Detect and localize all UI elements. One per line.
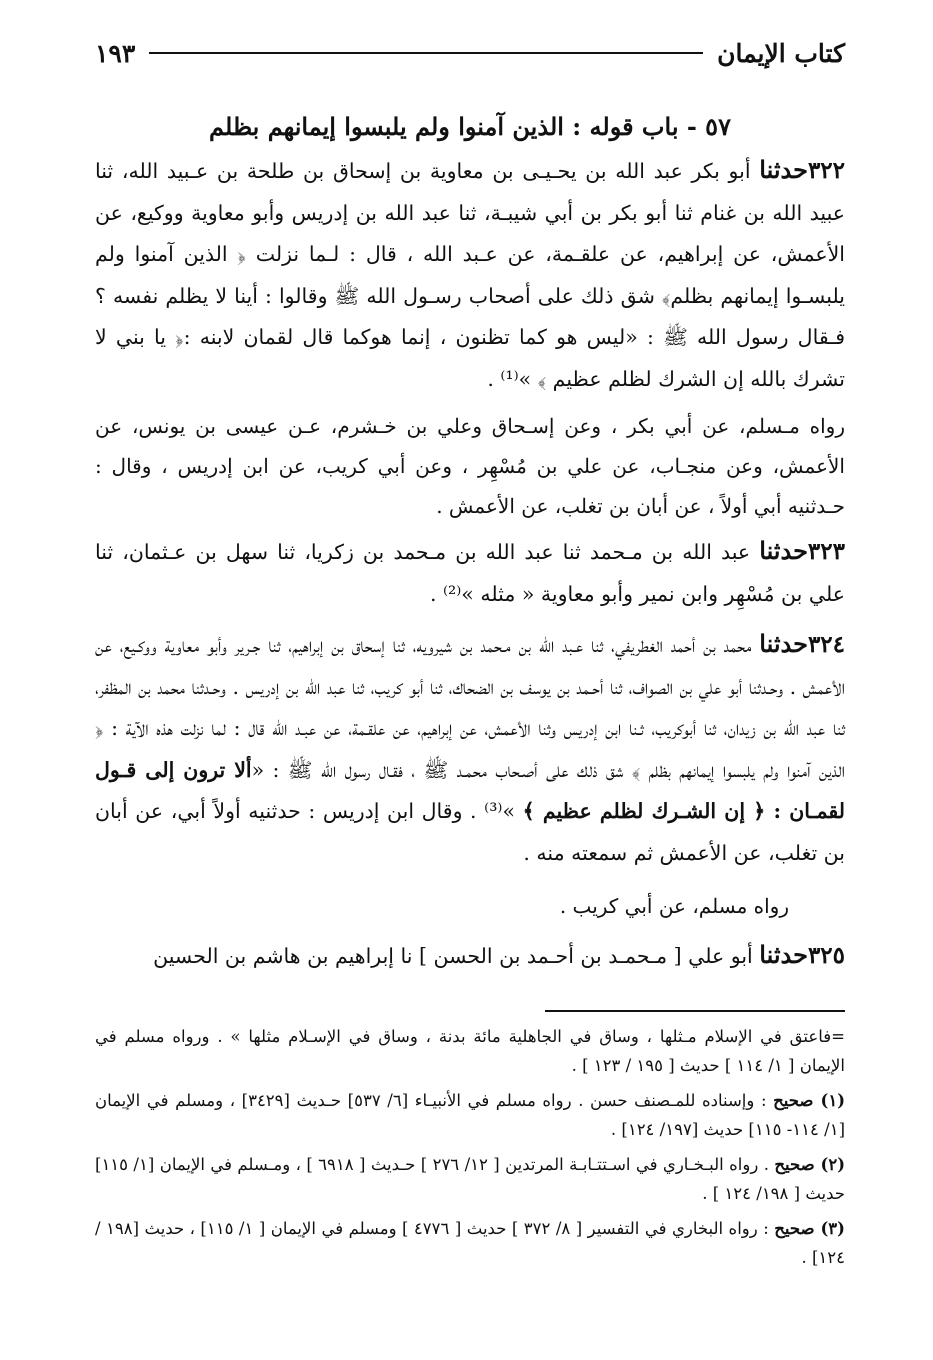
footnote-tag: (٣) صحيح [774,1218,845,1238]
footnote-text: . رواه البـخـاري في اسـتتـابـة المرتدين [ ١٢/ ٢٧٦ ] حـديث [ ٦٩١٨ ] ، ومـسلم في الإيمان [١/ ١١٥] حديث [ ١٩٨/ ١٢٤ ] . [95,1154,845,1203]
header-rule [149,52,703,54]
footnote-text: =فاعتق في الإسلام مـثلها ، وساق في الجاهلية مائة بدنة ، وساق في الإسـلام مثلها » . ورواه مسلم في الإيمان [ ١/ ١١٤ ] حديث [ ١٩٥ / ١٢٣ ] . [95,1026,845,1075]
hadith-text: محمد بن أحمد الغطريفي، ثنا عـبد الله بن مـحمد بن شيرويه، ثنا إسحاق بن إبراهيم، ثنا جـرير وأبو معاوية ووكـيع، عن الأعمش . وحـدثنا أبو علي بن الصواف، ثنا أحـمد بن يوسف بن الضحاك، ثنا أبو كريب، ثنا عبد الله بن إدريس . وحـدثنا محمد بن المظفر، ثنا عبد الله بن زيدان، ثنا أبوكريب، ثـنا ابن إدريس وثنا الأعمش، عن إبراهيم، عن علقـمة، عن عبـد الله قال : لما نزلت هذه الآية : ﴿ الذين آمنوا ولم يلبسوا إيمانهم بظلم ﴾ شق ذلك على أصـحاب محمـد ﷺ ، فقـال رسول الله ﷺ : « [95,633,845,782]
hadith-quote-bold: ألا ترون إلى قـول لقمـان : ﴿ إن الشـرك لظلم عظيم ﴾ [95,757,845,823]
hadith-number: ٣٢٥ [807,942,845,969]
footnote-2 [95,1150,845,1208]
hadith-text-end: »⁽³⁾ . وقال ابن إدريس : حدثنيه أولاً أبي، عن أبان بن تغلب، عن الأعمش ثم سمعته منه . [95,799,845,865]
hadith-text: أبو بكر عبد الله بن يحـيـى بن معاوية بن إسحاق بن طلحة بن عـبيد الله، ثنا عبيد الله بن غنام ثنا أبو بكر بن أبي شيبـة، ثنا عبد الله بن إدريس وأبو معاوية ووكيع، عن الأعمش، عن إبراهيم، عن علقـمة، عن عـبد الله ، قال : لـما نزلت ﴿ الذين آمنوا ولم يلبسـوا إيمانهم بظلم﴾ شق ذلك على أصحاب رسـول الله ﷺ وقالوا : أينا لا يظلم نفسه ؟ فـقال رسول الله ﷺ : «ليس هو كما تظنون ، إنما هوكما قال لقمان لابنه :﴿ يا بني لا تشرك بالله إن الشرك لظلم عظيم ﴾ »⁽¹⁾ . [95,159,845,391]
hadith-text: عبد الله بن مـحمد ثنا عبد الله بن مـحمد بن زكريا، ثنا سهل بن عـثمان، ثنا علي بن مُسْهِر وابن نمير وأبو معاوية « مثله »⁽²⁾ . [95,540,845,606]
hadith-number: ٣٢٢ [807,157,845,184]
footnote-text: : وإسناده للمـصنف حسن . رواه مسلم في الأنبيـاء [٦/ ٥٣٧] حـديث [٣٤٢٩] ، ومسلم في الإيمان [١/ ١١٤- ١١٥] حديث [١٩٧/ ١٢٤] . [95,1090,845,1139]
hadith-number: ٣٢٣ [807,538,845,565]
hadith-keyword: حدثنا [759,536,808,565]
footnote-text: : رواه البخاري في التفسير [ ٨/ ٣٧٢ ] حديث [ ٤٧٧٦ ] ومسلم في الإيمان [ ١/ ١١٥] ، حديث [١٩٨ / ١٢٤] . [95,1218,845,1267]
hadith-323 [95,530,845,615]
footnote-tag: (٢) صحيح [774,1154,846,1174]
hadith-keyword: حدثنا [759,629,808,658]
footnote-3 [95,1214,845,1272]
hadith-number: ٣٢٤ [807,631,845,658]
hadith-keyword: حدثنا [759,940,808,969]
hadith-324 [95,623,845,874]
riwaya-note: رواه مسلم، عن أبي كريب . [559,894,789,918]
running-header [95,30,845,76]
chapter-title: ٥٧ - باب قوله : الذين آمنوا ولم يلبسوا إيمانهم بظلم [209,112,731,141]
hadith-keyword: حدثنا [759,155,808,184]
hadith-text: أبو علي [ مـحمـد بن أحـمد بن الحسن ] نا إبراهيم بن هاشم بن الحسين [153,944,753,968]
footnote-1 [95,1086,845,1144]
footnote-rule [545,1010,845,1012]
riwaya-note: رواه مـسلم، عن أبي بكر ، وعن إسـحاق وعلي بن خـشرم، عـن عيسى بن يونس، عن الأعمش، وعن منجـاب، عن علي بن مُسْهِر ، وعن أبي كريب، عن ابن إدريس ، وقال : حـدثنيه أبي أولاً ، عن أبان بن تغلب، عن الأعمش . [95,414,845,518]
hadith-322 [95,149,845,400]
footnote-continuation [95,1022,845,1080]
book-title: كتاب الإيمان [717,38,845,68]
hadith-325 [95,934,845,978]
book-page [95,30,845,1278]
footnote-tag: (١) صحيح [773,1090,846,1110]
page-number: ١٩٣ [95,38,136,68]
